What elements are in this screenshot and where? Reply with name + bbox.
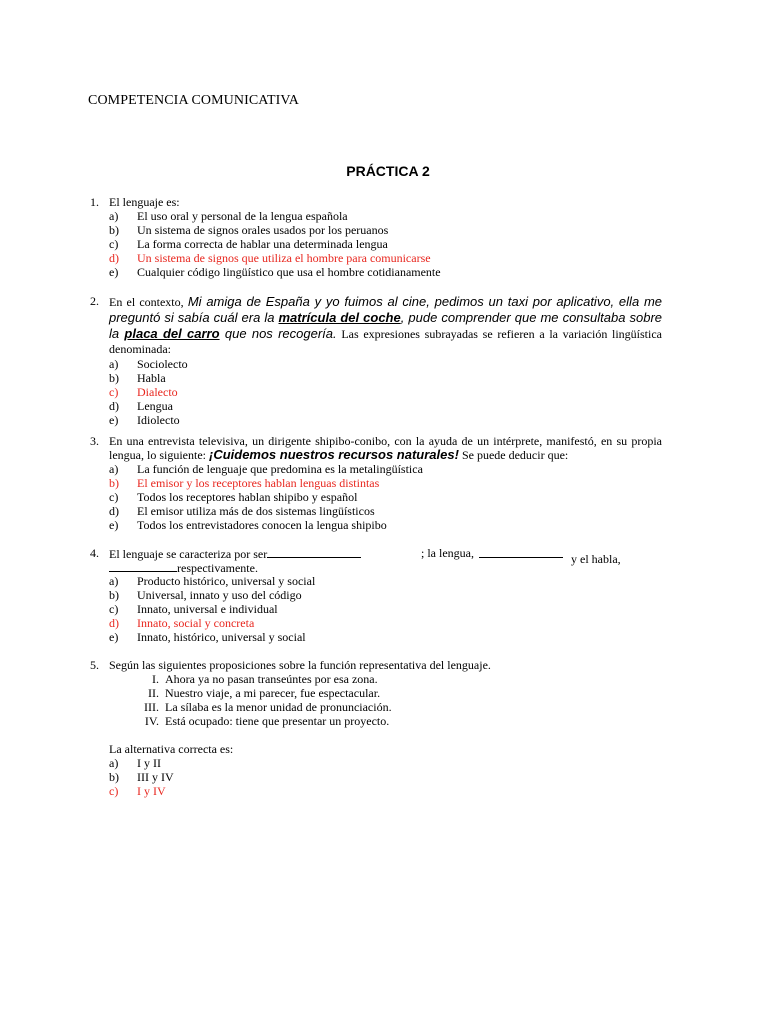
option-d (109, 504, 662, 518)
proposition-number: II. (148, 686, 159, 700)
proposition-number: IV. (144, 714, 159, 728)
option-text: Innato, histórico, universal y social (137, 630, 306, 644)
question-3 (90, 434, 662, 532)
question-stem-line-2 (109, 560, 662, 574)
question-stem (109, 294, 662, 357)
option-letter: a) (109, 574, 119, 588)
option-c-answer (109, 784, 662, 798)
proposition-2 (109, 686, 662, 700)
option-text: Sociolecto (137, 357, 188, 371)
option-text: Producto histórico, universal y social (137, 574, 316, 588)
option-b-answer (109, 476, 662, 490)
option-e (109, 518, 662, 532)
option-a (109, 209, 662, 223)
blank-1 (267, 546, 361, 558)
option-text: III y IV (137, 770, 174, 784)
option-a (109, 357, 662, 371)
proposition-number: I. (152, 672, 159, 686)
course-header: COMPETENCIA COMUNICATIVA (88, 93, 299, 108)
question-stem-line-1 (109, 546, 662, 566)
proposition-number: III. (144, 700, 159, 714)
option-letter: b) (109, 371, 119, 385)
stem-question: Se puede deducir que: (458, 448, 569, 462)
quoted-statement: ¡Cuidemos nuestros recursos naturales! (208, 447, 459, 462)
option-letter: b) (109, 476, 119, 490)
option-c (109, 490, 662, 504)
option-a (109, 574, 662, 588)
page-title: PRÁCTICA 2 (346, 163, 430, 179)
question-stem (109, 434, 662, 462)
context-quote-cont: , pude comprender que me consultaba sobre la (109, 310, 663, 341)
underlined-expression-2: placa del carro (124, 326, 220, 341)
option-e (109, 413, 662, 427)
option-text: I y II (137, 756, 161, 770)
option-letter: e) (109, 265, 119, 279)
option-text: El emisor y los receptores hablan lenguas distintas (137, 476, 380, 490)
option-letter: c) (109, 784, 119, 798)
option-b (109, 371, 662, 385)
option-text: Idiolecto (137, 413, 180, 427)
stem-part-1: El lenguaje se caracteriza por ser (109, 547, 268, 561)
option-a (109, 462, 662, 476)
option-e (109, 265, 662, 279)
option-letter: d) (109, 251, 119, 265)
option-letter: c) (109, 237, 119, 251)
question-number: 2. (90, 294, 99, 308)
proposition-text: La sílaba es la menor unidad de pronunciación. (165, 700, 392, 714)
option-letter: a) (109, 209, 119, 223)
option-text: Innato, universal e individual (137, 602, 278, 616)
underlined-expression-1: matrícula del coche (278, 310, 401, 325)
option-letter: b) (109, 223, 119, 237)
option-letter: c) (109, 602, 119, 616)
proposition-4 (109, 714, 662, 728)
proposition-1 (109, 672, 662, 686)
option-letter: b) (109, 588, 119, 602)
option-letter: b) (109, 770, 119, 784)
option-text: I y IV (137, 784, 166, 798)
option-letter: a) (109, 756, 119, 770)
option-text: Dialecto (137, 385, 178, 399)
stem-part-2: ; la lengua, (421, 546, 474, 560)
option-text: Un sistema de signos que utiliza el hombre para comunicarse (137, 251, 431, 265)
option-letter: d) (109, 399, 119, 413)
option-letter: e) (109, 518, 119, 532)
question-1 (90, 195, 662, 279)
option-letter: e) (109, 630, 119, 644)
option-text: Innato, social y concreta (137, 616, 255, 630)
option-letter: d) (109, 616, 119, 630)
option-d (109, 399, 662, 413)
option-c-answer (109, 385, 662, 399)
proposition-text: Ahora ya no pasan transeúntes por esa zona. (165, 672, 378, 686)
option-letter: e) (109, 413, 119, 427)
option-text: La función de lenguaje que predomina es la metalingüística (137, 462, 423, 476)
stem-part-3: y el habla, (571, 552, 621, 566)
option-text: La forma correcta de hablar una determinada lengua (137, 237, 388, 251)
option-text: Habla (137, 371, 166, 385)
question-number: 5. (90, 658, 99, 672)
question-number: 3. (90, 434, 99, 448)
option-e (109, 630, 662, 644)
option-d-answer (109, 251, 662, 265)
stem-part-4: respectivamente. (177, 561, 258, 575)
option-text: Universal, innato y uso del código (137, 588, 302, 602)
question-number: 4. (90, 546, 99, 560)
question-stem: El lenguaje es: (109, 195, 180, 209)
option-text: El emisor utiliza más de dos sistemas lingüísticos (137, 504, 375, 518)
question-2 (90, 294, 662, 427)
option-text: El uso oral y personal de la lengua española (137, 209, 348, 223)
stem-intro: En el contexto, (109, 295, 188, 309)
stem-question: Las expresiones subrayadas se refieren a la variación lingüística denominada: (109, 327, 662, 356)
proposition-3 (109, 700, 662, 714)
proposition-text: Nuestro viaje, a mi parecer, fue espectacular. (165, 686, 381, 700)
question-4 (90, 546, 662, 644)
option-c (109, 602, 662, 616)
answer-lead: La alternativa correcta es: (109, 742, 234, 756)
option-letter: c) (109, 490, 119, 504)
question-number: 1. (90, 195, 99, 209)
context-quote: Mi amiga de España y yo fuimos al cine, pedimos un taxi por aplicativo, ella me preguntó si sabía cuál era la (109, 294, 663, 325)
option-letter: c) (109, 385, 119, 399)
option-b (109, 770, 662, 784)
question-stem: Según las siguientes proposiciones sobre la función representativa del lenguaje. (109, 658, 491, 672)
stem-intro: En una entrevista televisiva, un dirigente shipibo-conibo, con la ayuda de un intérprete, manifestó, en su propia lengua, lo siguiente: (109, 434, 662, 462)
option-a (109, 756, 662, 770)
option-c (109, 237, 662, 251)
question-5 (90, 658, 662, 798)
option-text: Lengua (137, 399, 173, 413)
option-text: Todos los entrevistadores conocen la lengua shipibo (137, 518, 387, 532)
option-letter: a) (109, 462, 119, 476)
option-d-answer (109, 616, 662, 630)
option-text: Un sistema de signos orales usados por los peruanos (137, 223, 389, 237)
option-text: Todos los receptores hablan shipibo y español (137, 490, 358, 504)
blank-3 (109, 560, 177, 572)
option-text: Cualquier código lingüístico que usa el hombre cotidianamente (137, 265, 441, 279)
option-letter: a) (109, 357, 119, 371)
option-b (109, 223, 662, 237)
option-b (109, 588, 662, 602)
context-quote-end: que nos recogería. (219, 326, 337, 341)
option-letter: d) (109, 504, 119, 518)
blank-2 (479, 546, 563, 558)
proposition-text: Está ocupado: tiene que presentar un proyecto. (165, 714, 390, 728)
